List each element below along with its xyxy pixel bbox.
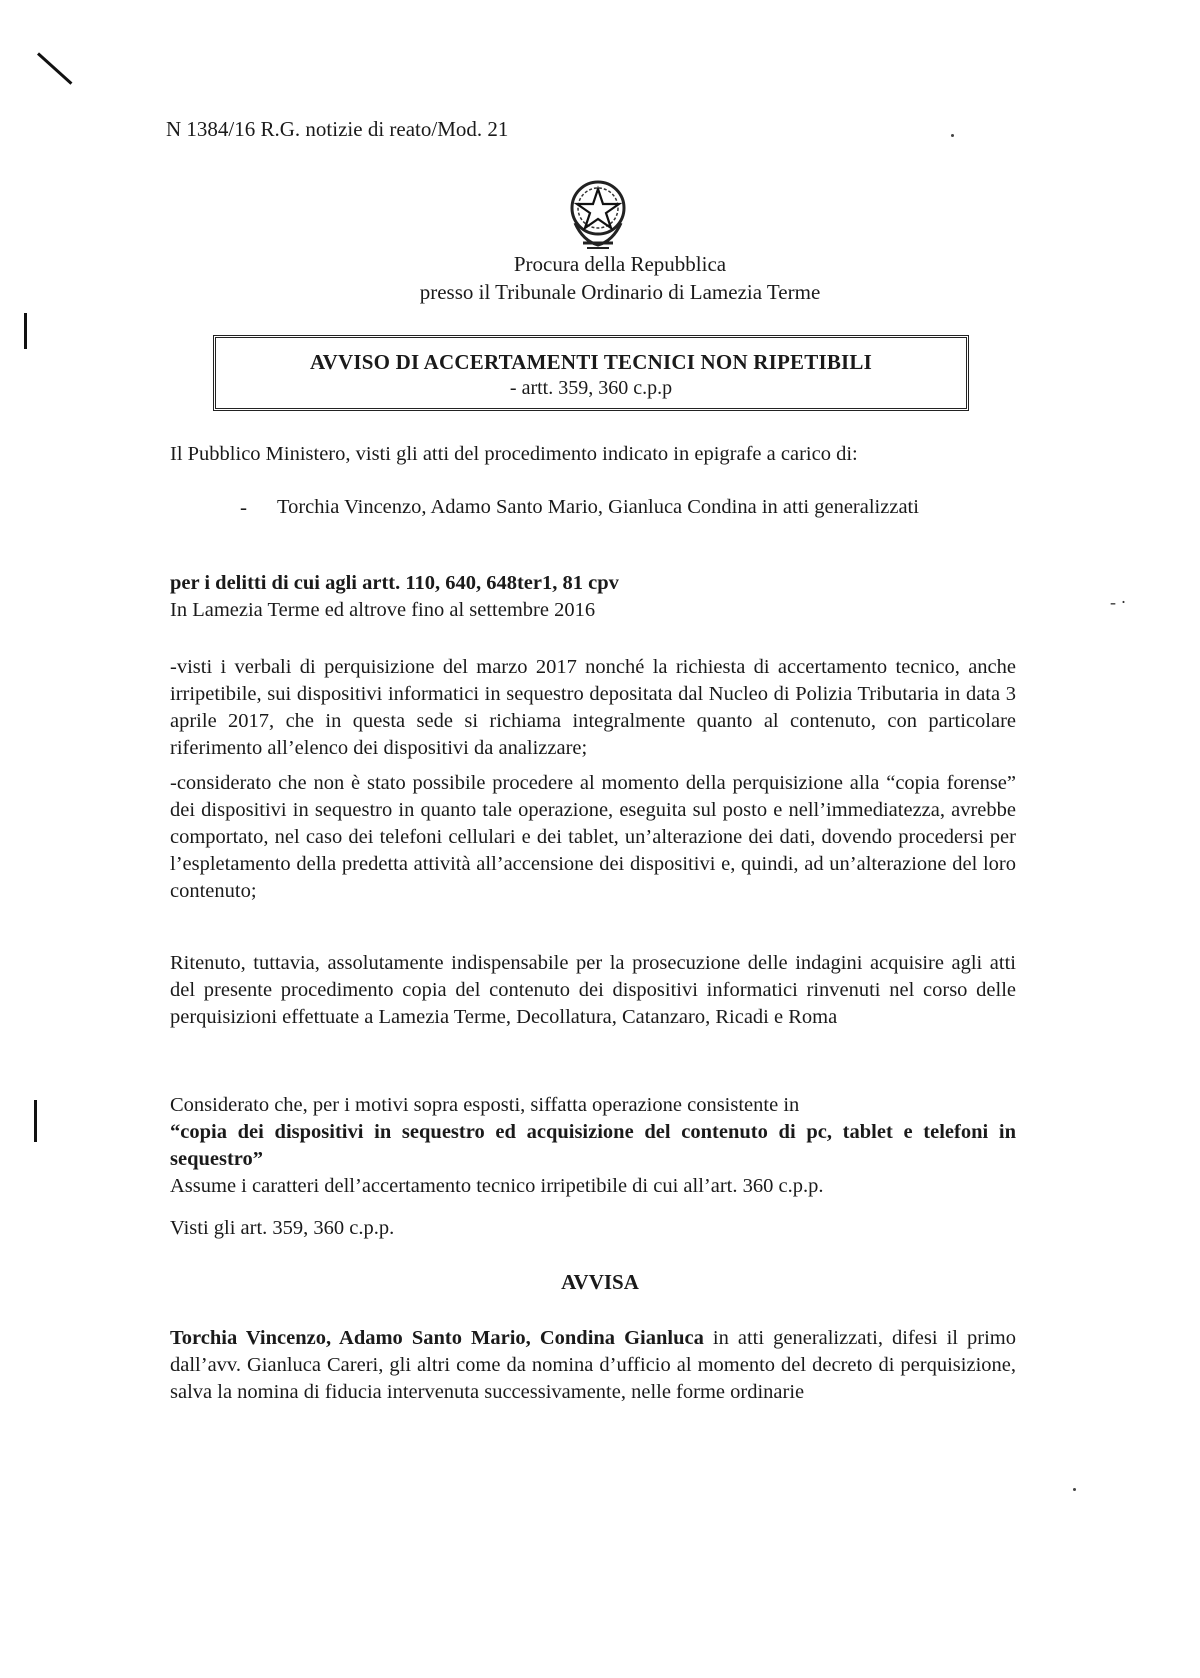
suspects-list: Torchia Vincenzo, Adamo Santo Mario, Gianluca Condina in atti generalizzati <box>277 496 919 518</box>
final-names: Torchia Vincenzo, Adamo Santo Mario, Condina Gianluca <box>170 1327 704 1349</box>
visti-paragraph: -visti i verbali di perquisizione del marzo 2017 nonché la richiesta di accertamento tecnico, anche irripetibile, sui dispositivi informatici in sequestro depositata dal Nucleo di Polizia Tributaria in data 3 aprile 2017, che in questa sede si richiama integralmente quanto al contenuto, con particolare riferimento all’elenco dei dispositivi da analizzare; <box>170 656 1016 759</box>
considerato2-tail: Assume i caratteri dell’accertamento tecnico irripetibile di cui all’art. 360 c.p.p. <box>170 1175 824 1197</box>
avvisa-heading: AVVISA <box>561 1270 639 1294</box>
office-line-2: presso il Tribunale Ordinario di Lamezia Terme <box>419 280 821 304</box>
scan-mark-left-2 <box>34 1100 37 1142</box>
scan-dot-2 <box>1073 1488 1076 1491</box>
scan-dot-1 <box>951 134 954 137</box>
scan-mark-left-1 <box>24 313 27 349</box>
visti-art-line: Visti gli art. 359, 360 c.p.p. <box>170 1217 395 1239</box>
republic-emblem-icon <box>563 175 633 253</box>
final-paragraph <box>170 1325 1016 1406</box>
ritenuto-paragraph: Ritenuto, tuttavia, assolutamente indispensabile per la prosecuzione delle indagini acquisire agli atti del presente procedimento copia del contenuto dei dispositivi informatici rinvenuti nel corso delle perquisizioni effettuate a Lamezia Terme, Decollatura, Catanzaro, Ricadi e Roma <box>170 952 1016 1028</box>
scan-mark-diagonal <box>37 52 72 84</box>
intro-paragraph: Il Pubblico Ministero, visti gli atti del procedimento indicato in epigrafe a carico di: <box>170 443 858 465</box>
document-subtitle: - artt. 359, 360 c.p.p <box>509 377 673 399</box>
considerato2-lead: Considerato che, per i motivi sopra esposti, siffatta operazione consistente in <box>170 1094 800 1116</box>
case-reference: N 1384/16 R.G. notizie di reato/Mod. 21 <box>166 117 509 141</box>
considerato-paragraph: -considerato che non è stato possibile procedere al momento della perquisizione alla “copia forense” dei dispositivi in sequestro in quanto tale operazione, eseguita sul posto e nell’immediatezza, avrebbe comportato, nel caso dei telefoni cellulari e dei tablet, un’alterazione dei dati, dovendo procedersi per l’espletamento della predetta attività all’accensione dei dispositivi e, quindi, ad un’alterazione del loro contenuto; <box>170 772 1016 902</box>
considerato2-paragraph <box>170 1092 1016 1200</box>
office-line-1: Procura della Repubblica <box>513 252 727 276</box>
document-title: AVVISO DI ACCERTAMENTI TECNICI NON RIPETIBILI <box>310 350 872 374</box>
crimes-line: per i delitti di cui agli artt. 110, 640, 648ter1, 81 cpv <box>170 572 619 594</box>
final-text: in atti generalizzati, difesi il primo dall’avv. Gianluca Careri, gli altri come da nomina d’ufficio al momento del decreto di perquisizione, salva la nomina di fiducia intervenuta successivamente, nelle forme ordinarie <box>170 1327 1016 1403</box>
title-box <box>213 335 969 411</box>
scan-mark-right: - · <box>1110 592 1127 612</box>
place-time-line: In Lamezia Terme ed altrove fino al settembre 2016 <box>170 599 596 621</box>
bullet-marker: - <box>240 495 247 519</box>
considerato2-operation: “copia dei dispositivi in sequestro ed acquisizione del contenuto di pc, tablet e telefoni in sequestro” <box>170 1121 1016 1170</box>
